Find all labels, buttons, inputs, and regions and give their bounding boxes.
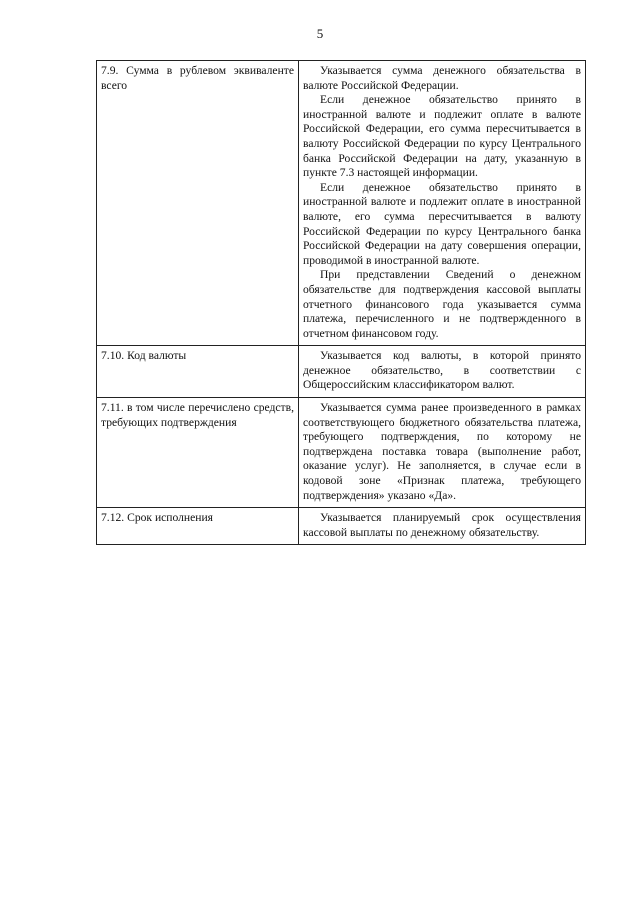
instructions-table [96, 60, 586, 545]
field-label-7-12: 7.12. Срок исполнения [97, 508, 299, 545]
field-label-7-11: 7.11. в том числе перечислено средств, требующих подтверждения [97, 398, 299, 508]
description-paragraph: Указывается сумма денежного обязательства в валюте Российской Федерации. [303, 64, 581, 92]
description-paragraph: Указывается планируемый срок осуществления кассовой выплаты по денежному обязательству. [303, 511, 581, 539]
page-number: 5 [316, 26, 324, 41]
field-description-7-12 [299, 508, 586, 545]
description-paragraph: Если денежное обязательство принято в иностранной валюте и подлежит оплате в иностранной валюте, его сумма пересчитывается в валюту Российской Федерации по курсу Центрального банка Российской Федерации на дату совершения операции, проводимой в иностранной валюте. [303, 180, 581, 267]
field-description-7-10 [299, 346, 586, 398]
description-paragraph: Указывается код валюты, в которой принято денежное обязательство, в соответствии с Общероссийским классификатором валют. [303, 349, 581, 392]
field-label-7-10: 7.10. Код валюты [97, 346, 299, 398]
field-description-7-11 [299, 398, 586, 508]
table-row [97, 398, 586, 508]
table-row [97, 346, 586, 398]
description-paragraph: Указывается сумма ранее произведенного в рамках соответствующего бюджетного обязательства платежа, требующего подтверждения, по которому не подтверждена поставка товара (выполнение работ, оказание услуг). Не заполняется, в случае если в кодовой зоне «Признак платежа, требующего подтверждения» указано «Да». [303, 401, 581, 502]
field-description-7-9 [299, 61, 586, 346]
description-paragraph: При представлении Сведений о денежном обязательстве для подтверждения кассовой выплаты отчетного финансового года указывается сумма платежа, перечисленного и не подтвержденного в отчетном финансовом году. [303, 268, 581, 340]
field-label-7-9: 7.9. Сумма в рублевом эквиваленте всего [97, 61, 299, 346]
table-row [97, 61, 586, 346]
description-paragraph: Если денежное обязательство принято в иностранной валюте и подлежит оплате в валюте Российской Федерации, его сумма пересчитывается в валюту Российской Федерации по курсу Центрального банка Российской Федерации на дату, указанную в пункте 7.3 настоящей информации. [303, 93, 581, 180]
table-row [97, 508, 586, 545]
